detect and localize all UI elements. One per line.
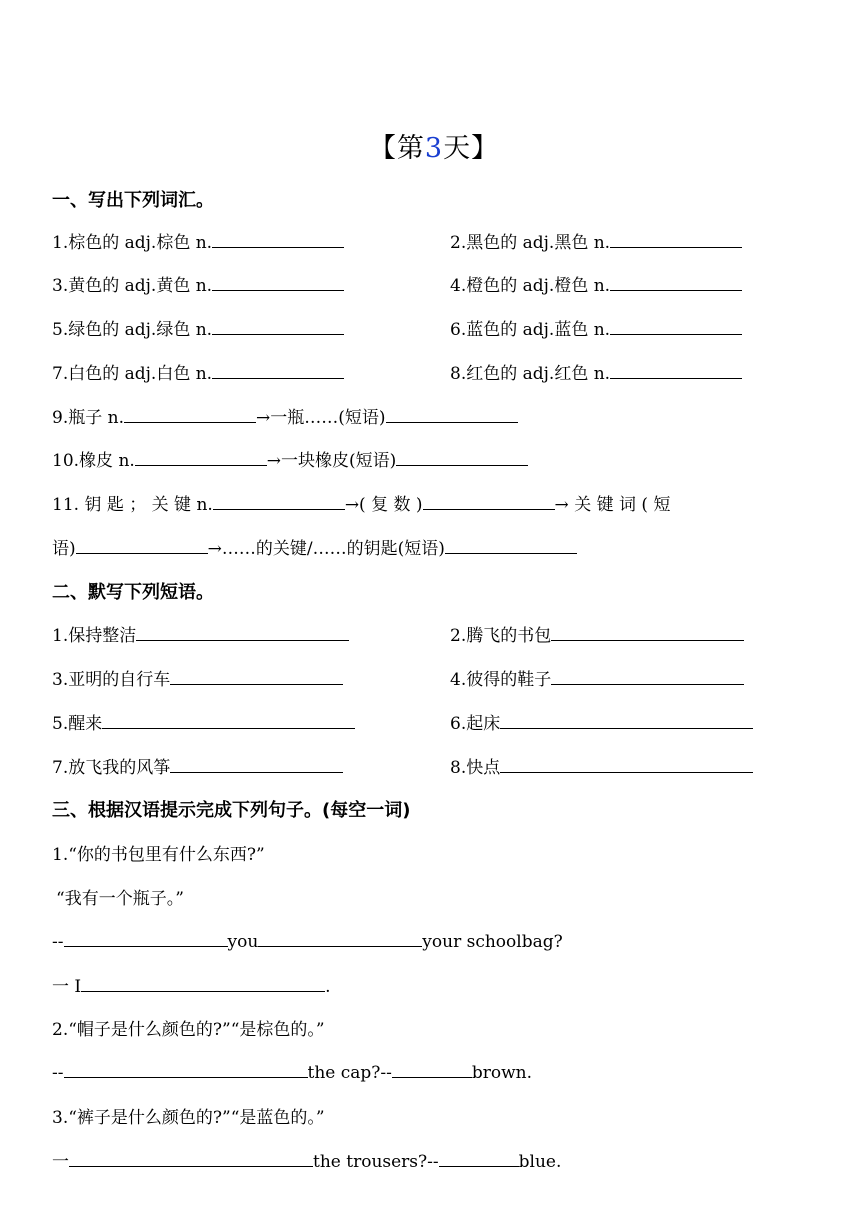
vocab-item-6: 6.蓝色的 adj.蓝色 n. (450, 315, 742, 340)
vocab-item-11: 11. 钥 匙 ； 关 键 n. →( 复 数 ) → 关 键 词 ( 短 (52, 490, 670, 515)
answer-blank[interactable] (396, 447, 528, 466)
vocab-item-8: 8.红色的 adj.红色 n. (450, 359, 742, 384)
q3-english: 一 the trousers?-- blue. (52, 1147, 561, 1172)
section3-heading: 三、根据汉语提示完成下列句子。(每空一词) (52, 800, 411, 821)
answer-blank[interactable] (500, 710, 753, 729)
page-title: 【第3天】 (368, 133, 500, 164)
phrase-item-3: 3.亚明的自行车 (52, 665, 343, 690)
answer-blank[interactable] (135, 447, 267, 466)
answer-blank[interactable] (610, 229, 742, 248)
answer-blank[interactable] (170, 666, 343, 685)
q1-english: -- you your schoolbag? (52, 928, 563, 952)
q1-english-answer: 一 I . (52, 972, 331, 997)
vocab-item-9: 9.瓶子 n. →一瓶……(短语) (52, 403, 518, 428)
vocab-item-5: 5.绿色的 adj.绿色 n. (52, 315, 344, 340)
vocab-item-2: 2.黑色的 adj.黑色 n. (450, 228, 742, 253)
answer-blank[interactable] (213, 491, 345, 510)
answer-blank[interactable] (386, 404, 518, 423)
answer-blank[interactable] (170, 754, 343, 773)
vocab-item-10: 10.橡皮 n. →一块橡皮(短语) (52, 446, 528, 471)
q1-chinese: 1.“你的书包里有什么东西?” (52, 845, 265, 865)
answer-blank[interactable] (551, 666, 744, 685)
q3-chinese: 3.“裤子是什么颜色的?”“是蓝色的。” (52, 1108, 325, 1128)
answer-blank[interactable] (64, 928, 228, 947)
day-number: 3 (424, 133, 444, 164)
phrase-item-7: 7.放飞我的风筝 (52, 753, 343, 778)
section2-heading: 二、默写下列短语。 (52, 582, 214, 603)
answer-blank[interactable] (64, 1059, 308, 1078)
answer-blank[interactable] (212, 229, 344, 248)
answer-blank[interactable] (69, 1148, 313, 1167)
q1-chinese-answer: “我有一个瓶子。” (56, 889, 184, 909)
q2-chinese: 2.“帽子是什么颜色的?”“是棕色的。” (52, 1020, 325, 1040)
answer-blank[interactable] (258, 928, 422, 947)
answer-blank[interactable] (610, 360, 742, 379)
vocab-item-7: 7.白色的 adj.白色 n. (52, 359, 344, 384)
vocab-item-11-cont: 语) →……的关键/……的钥匙(短语) (52, 534, 577, 559)
answer-blank[interactable] (423, 491, 555, 510)
phrase-item-5: 5.醒来 (52, 709, 355, 734)
answer-blank[interactable] (439, 1148, 519, 1167)
q2-english: -- the cap?-- brown. (52, 1059, 532, 1083)
answer-blank[interactable] (212, 360, 344, 379)
answer-blank[interactable] (445, 535, 577, 554)
answer-blank[interactable] (392, 1059, 472, 1078)
phrase-item-4: 4.彼得的鞋子 (450, 665, 744, 690)
answer-blank[interactable] (212, 316, 344, 335)
answer-blank[interactable] (81, 973, 325, 992)
phrase-item-1: 1.保持整洁 (52, 621, 349, 646)
answer-blank[interactable] (136, 622, 349, 641)
phrase-item-8: 8.快点 (450, 753, 753, 778)
answer-blank[interactable] (76, 535, 208, 554)
vocab-item-4: 4.橙色的 adj.橙色 n. (450, 271, 742, 296)
answer-blank[interactable] (610, 272, 742, 291)
answer-blank[interactable] (500, 754, 753, 773)
phrase-item-6: 6.起床 (450, 709, 753, 734)
phrase-item-2: 2.腾飞的书包 (450, 621, 744, 646)
vocab-item-3: 3.黄色的 adj.黄色 n. (52, 271, 344, 296)
answer-blank[interactable] (212, 272, 344, 291)
answer-blank[interactable] (551, 622, 744, 641)
answer-blank[interactable] (102, 710, 355, 729)
vocab-item-1: 1.棕色的 adj.棕色 n. (52, 228, 344, 253)
answer-blank[interactable] (124, 404, 256, 423)
answer-blank[interactable] (610, 316, 742, 335)
section1-heading: 一、写出下列词汇。 (52, 190, 214, 211)
